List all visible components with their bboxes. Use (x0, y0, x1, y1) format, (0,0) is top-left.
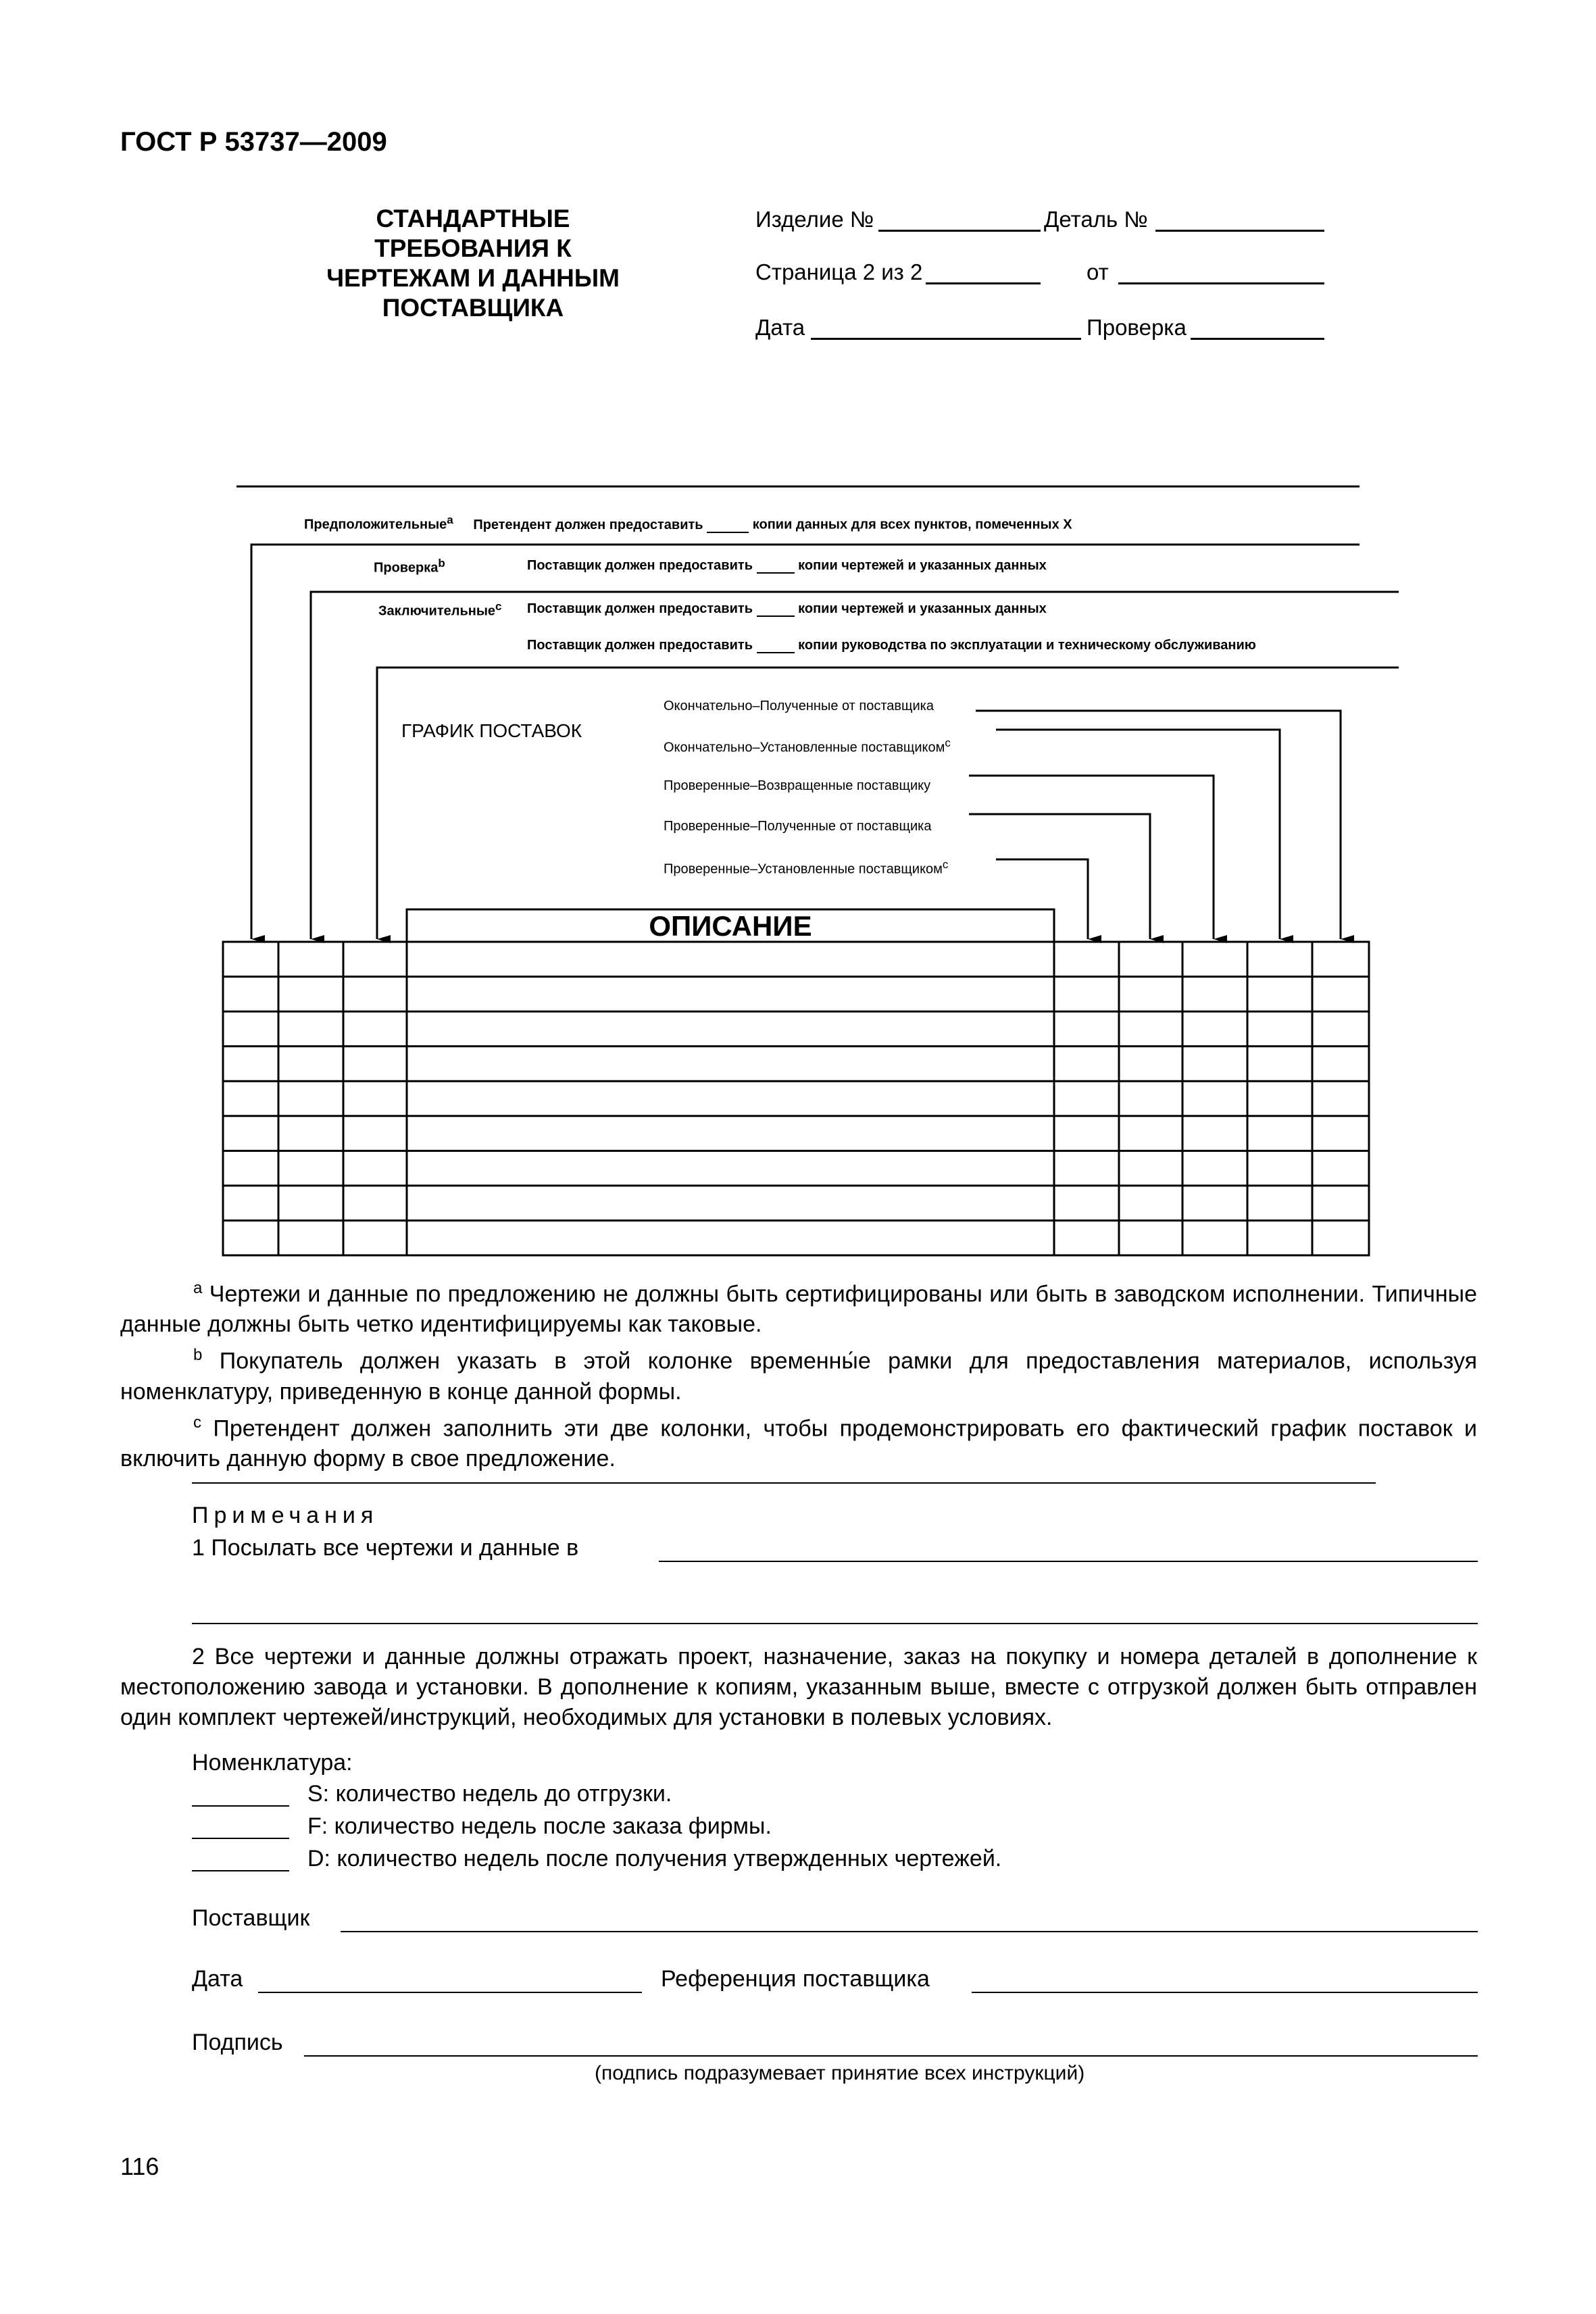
note-1: 1 Посылать все чертежи и данные в (192, 1535, 579, 1561)
check-text-a: Поставщик должен предоставить (527, 558, 753, 573)
date-label: Дата (755, 315, 805, 340)
form-title-line: ТРЕБОВАНИЯ К (374, 234, 572, 262)
final-text2-b: копии руководства по эксплуатации и техническому обслуживанию (798, 638, 1256, 653)
nomenclature-blank-f[interactable] (192, 1838, 289, 1839)
item-number-label: Изделие № (755, 207, 874, 232)
signoff-date-field[interactable] (258, 1992, 642, 1993)
nomenclature-item-d: D: количество недель после получения утвержденных чертежей. (307, 1846, 1002, 1871)
footnote-text: Претендент должен заполнить эти две колонки, чтобы продемонстрировать его фактический график поставок и включить данную форму в свое предложение. (120, 1415, 1477, 1472)
document-code: ГОСТ Р 53737—2009 (120, 127, 387, 157)
check-label: Проверка (374, 560, 439, 576)
nomenclature-item-s: S: количество недель до отгрузки. (307, 1781, 672, 1807)
from-label: от (1087, 259, 1109, 284)
schedule-item-5 (664, 858, 948, 878)
description-header: ОПИСАНИЕ (649, 910, 812, 942)
supplier-label: Поставщик (192, 1905, 310, 1931)
schedule-item-1 (664, 699, 934, 714)
footnote-mark: a (193, 1279, 203, 1297)
check-text-b: копии чертежей и указанных данных (798, 558, 1047, 573)
schedule-line-2 (996, 730, 1280, 939)
prelim-copies-blank[interactable] (707, 518, 749, 533)
form-title-line: ЧЕРТЕЖАМ И ДАННЫМ (326, 264, 620, 292)
final-text1-b: копии чертежей и указанных данных (798, 601, 1047, 616)
final-copies-blank-2[interactable] (757, 638, 795, 653)
send-to-field-2[interactable] (192, 1623, 1478, 1624)
check-text (527, 558, 1047, 574)
footnote-separator (192, 1482, 1376, 1484)
prelim-sup: a (447, 513, 453, 526)
final-row (378, 600, 502, 620)
schedule-item-sup: c (945, 736, 951, 749)
check-sup: b (438, 557, 445, 570)
schedule-item-text: Проверенные–Установленные поставщиком (664, 861, 943, 877)
check-label: Проверка (1087, 315, 1187, 340)
footnote-c (120, 1407, 1477, 1474)
nomenclature-blank-d[interactable] (192, 1870, 289, 1871)
page-number: 116 (120, 2153, 159, 2180)
schedule-item-4 (664, 819, 932, 834)
schedule-title: ГРАФИК ПОСТАВОК (401, 720, 582, 741)
nomenclature-item-f: F: количество недель после заказа фирмы. (307, 1813, 772, 1839)
final-copies-blank-1[interactable] (757, 602, 795, 617)
final-label: Заключительные (378, 603, 496, 619)
nomenclature-blank-s[interactable] (192, 1805, 289, 1807)
footnote-text: Чертежи и данные по предложению не должны быть сертифицированы или быть в заводском исполнении. Типичные данные должны быть четко идентифицируемы как таковые. (120, 1281, 1477, 1338)
form-title-line: СТАНДАРТНЫЕ (376, 205, 570, 232)
signature-field[interactable] (304, 2055, 1478, 2057)
send-to-field[interactable] (659, 1561, 1478, 1562)
supplier-field[interactable] (341, 1931, 1478, 1932)
footnote-mark: c (193, 1413, 201, 1432)
footnote-a (120, 1273, 1477, 1340)
prelim-text-a: Претендент должен предоставить (473, 517, 703, 532)
reference-field[interactable] (972, 1992, 1478, 1993)
part-number-label: Деталь № (1044, 207, 1148, 232)
signature-note: (подпись подразумевает принятие всех инструкций) (595, 2062, 1085, 2084)
note-2: 2 Все чертежи и данные должны отражать проект, назначение, заказ на покупку и номера деталей в дополнение к местоположению завода и установки. В дополнение к копиям, указанным выше, вместе с отгрузкой должен быть отправлен один комплект чертежей/инструкций, необходимых для установки в полевых условиях. (120, 1644, 1477, 1730)
footnote-text: Покупатель должен указать в этой колонке временны́е рамки для предоставления материалов, используя номенклатуру, приведенную в конце данной формы. (120, 1348, 1477, 1405)
prelim-row (304, 513, 1072, 533)
prelim-label: Предположительные (304, 517, 447, 532)
signoff-date-label: Дата (192, 1966, 243, 1992)
final-text-1 (527, 601, 1047, 617)
prelim-text-b: копии данных для всех пунктов, помеченных Х (752, 517, 1072, 532)
schedule-item-sup: c (942, 858, 949, 871)
nomenclature-title: Номенклатура: (192, 1750, 353, 1776)
final-text2-a: Поставщик должен предоставить (527, 638, 753, 653)
final-text-2 (527, 638, 1256, 653)
form-title-line: ПОСТАВЩИКА (382, 294, 564, 322)
signature-label: Подпись (192, 2030, 283, 2055)
page-label: Страница 2 из 2 (755, 259, 923, 284)
schedule-item-text: Окончательно–Полученные от поставщика (664, 699, 934, 713)
reference-label: Референция поставщика (661, 1966, 930, 1992)
notes-title: Примечания (192, 1503, 379, 1528)
schedule-item-text: Проверенные–Полученные от поставщика (664, 819, 932, 834)
schedule-item-text: Проверенные–Возвращенные поставщику (664, 778, 931, 793)
footnote-mark: b (193, 1346, 203, 1365)
final-text1-a: Поставщик должен предоставить (527, 601, 753, 616)
check-copies-blank[interactable] (757, 559, 795, 574)
footnote-b (120, 1340, 1477, 1407)
schedule-line-1 (976, 711, 1341, 939)
schedule-item-3 (664, 778, 930, 794)
footnotes (120, 1273, 1477, 1474)
final-sup: c (495, 600, 502, 613)
schedule-item-text: Окончательно–Установленные поставщиком (664, 740, 945, 755)
schedule-item-2 (664, 736, 951, 756)
check-row (374, 557, 445, 576)
table-frame (223, 942, 1369, 1255)
